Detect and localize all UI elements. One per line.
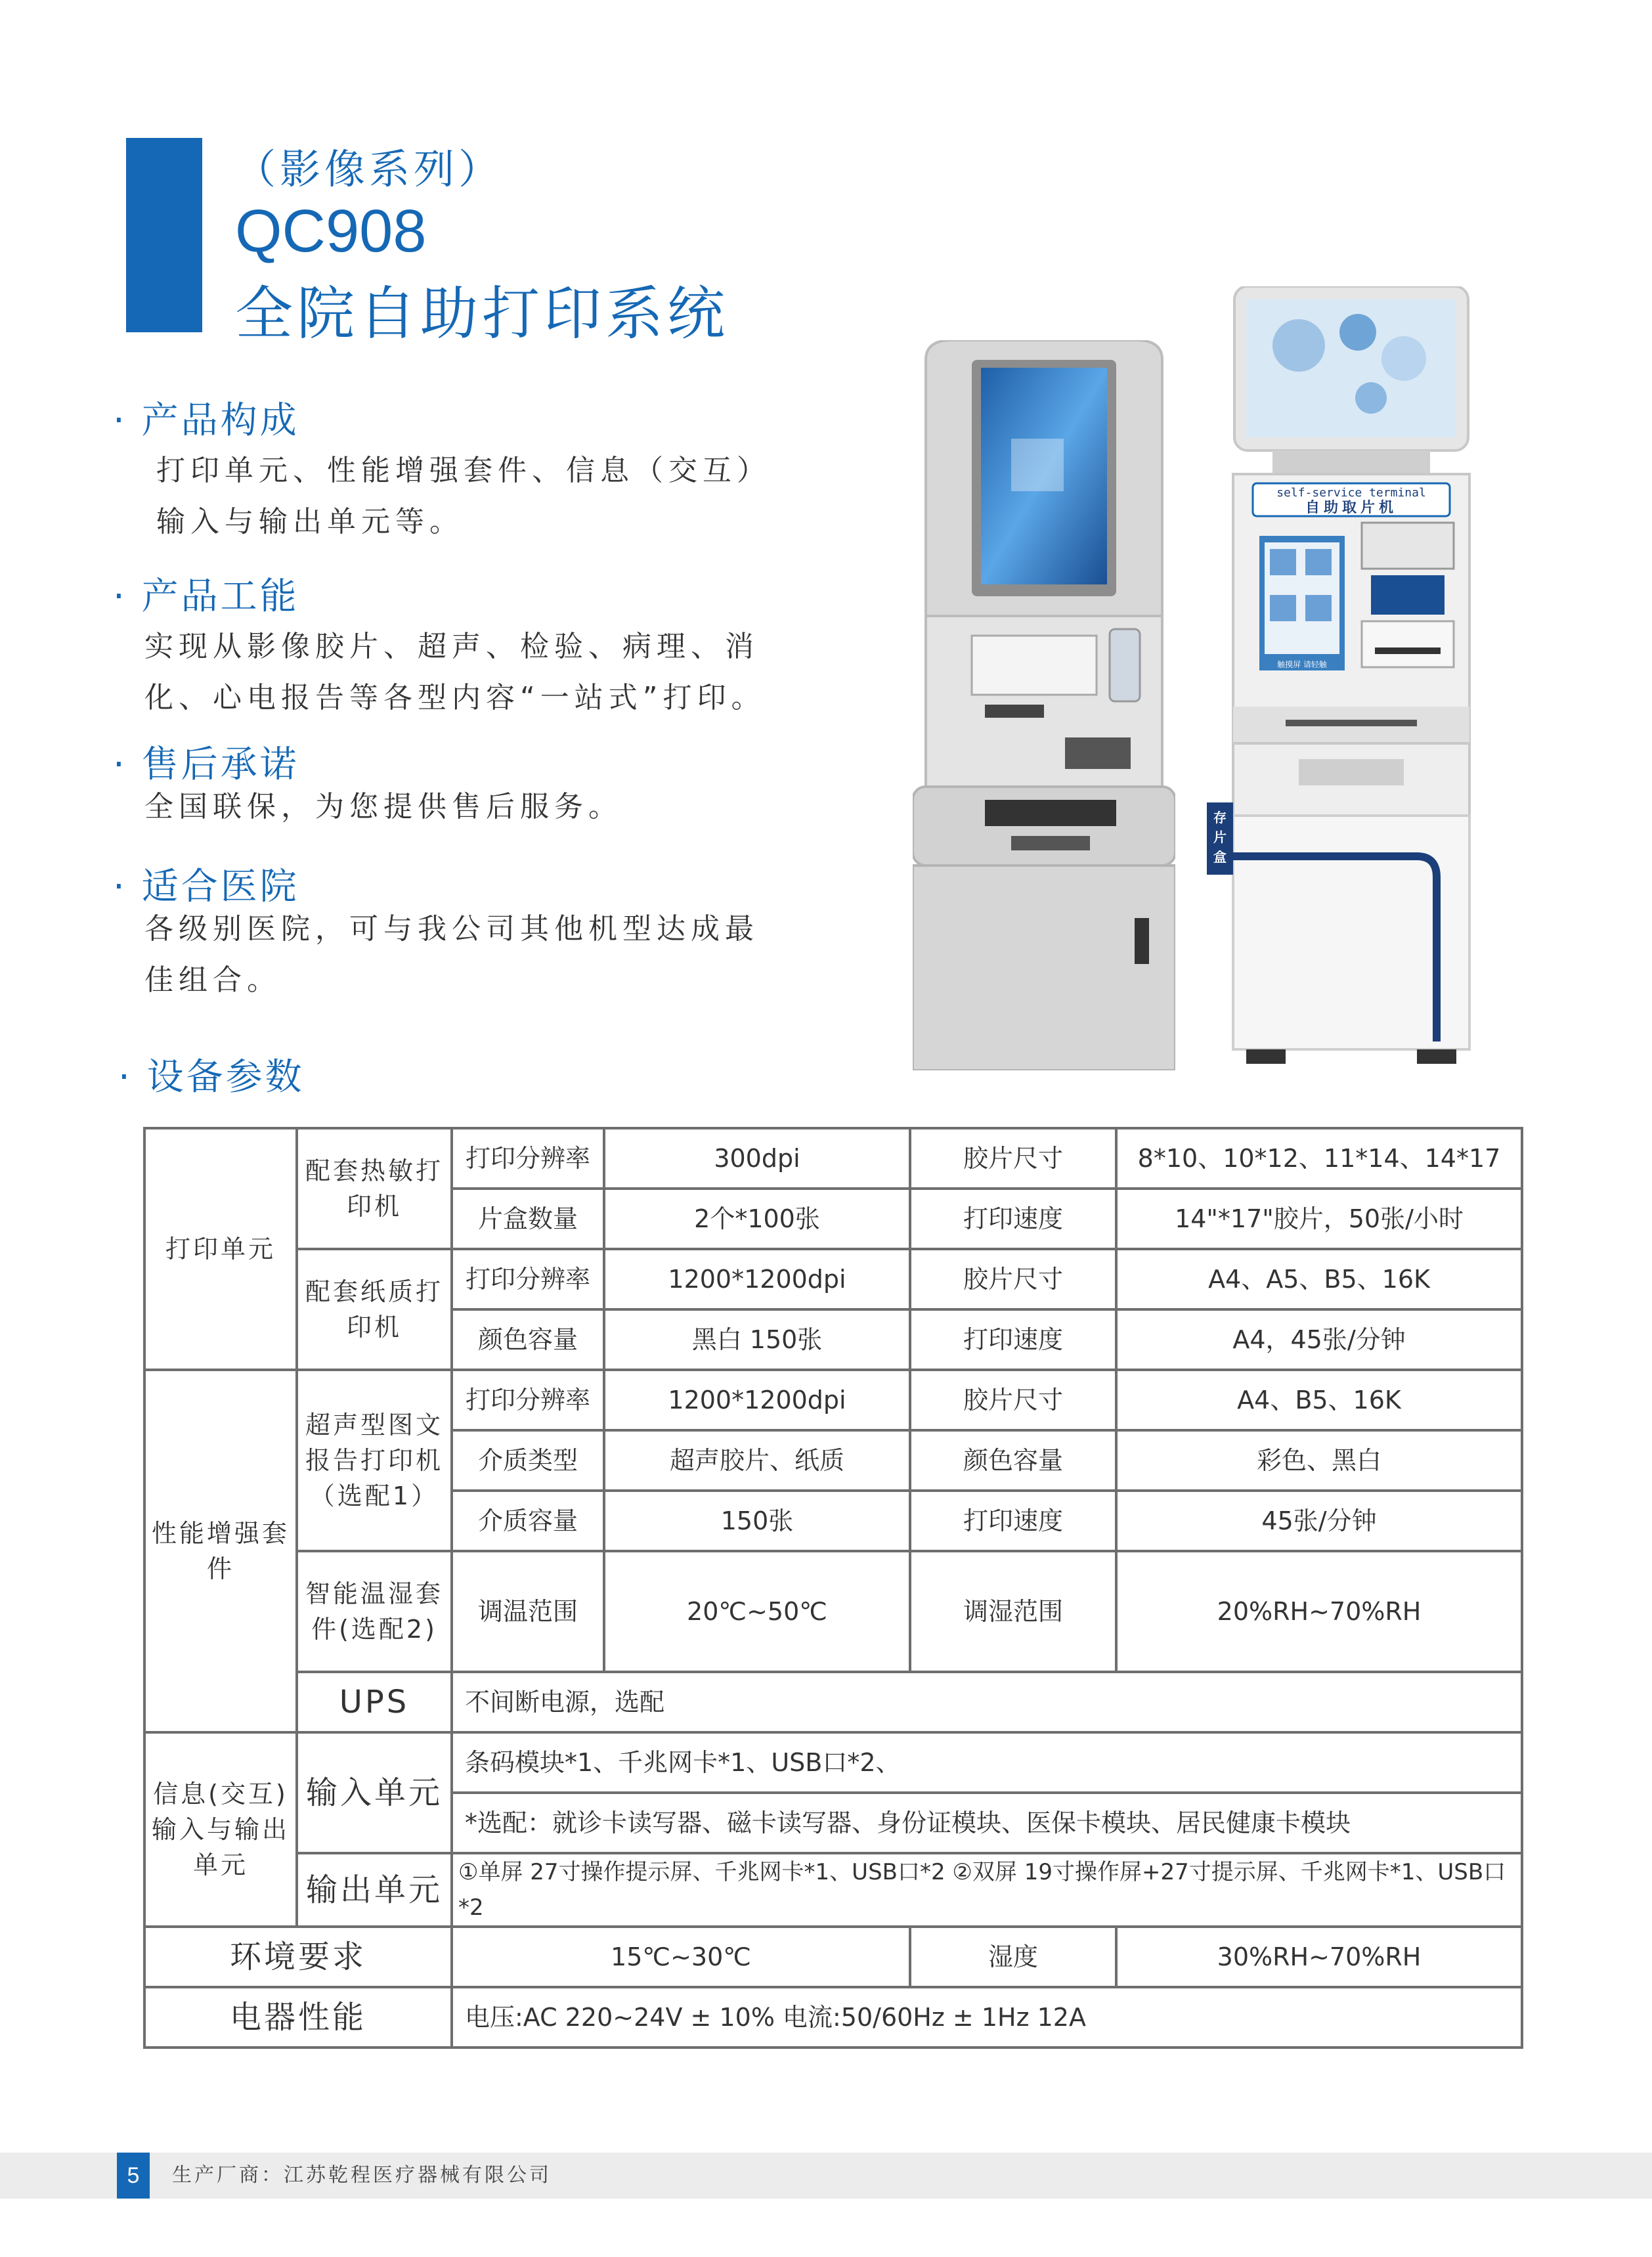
- table-row: 智能温湿套件(选配2) 调温范围 20℃~50℃ 调湿范围 20%RH~70%RH: [144, 1551, 1522, 1672]
- table-row: 输出单元 ①单屏 27寸操作提示屏、千兆网卡*1、USB口*2 ②双屏 19寸操作屏+27寸提示屏、千兆网卡*1、USB口*2: [144, 1853, 1522, 1927]
- spec-table: [143, 1127, 1523, 2049]
- table-row: 配套纸质打印机 打印分辨率 1200*1200dpi 胶片尺寸 A4、A5、B5、16K: [144, 1249, 1522, 1309]
- section-body-service: 全国联保，为您提供售后服务。: [144, 790, 622, 823]
- table-row: 信息(交互)输入与输出单元 输入单元 条码模块*1、千兆网卡*1、USB口*2、: [144, 1732, 1522, 1793]
- sub-input-unit: 输入单元: [297, 1732, 452, 1853]
- title-accent-bar: [126, 138, 202, 332]
- model-number: QC908: [235, 198, 427, 265]
- sub-humidity-kit: 智能温湿套件(选配2): [297, 1551, 452, 1672]
- cat-enhancement-kit: 性能增强套件: [144, 1370, 297, 1732]
- env-label: 环境要求: [144, 1927, 452, 1987]
- section-body-hospitals: 各级别医院，可与我公司其他机型达成最 佳组合。: [144, 912, 759, 997]
- sub-ultrasound-printer: 超声型图文报告打印机（选配1）: [297, 1370, 452, 1551]
- cat-print-unit: 打印单元: [144, 1128, 297, 1370]
- kiosk-sign-cn: 自助取片机: [1305, 500, 1398, 516]
- section-heading-service: · 售后承诺: [113, 743, 299, 786]
- sub-output-unit: 输出单元: [297, 1853, 452, 1927]
- table-row: 介质类型 超声胶片、纸质 颜色容量 彩色、黑白: [144, 1430, 1522, 1491]
- manufacturer: 生产厂商：江苏乾程医疗器械有限公司: [172, 2164, 552, 2187]
- table-row: 打印单元 配套热敏打印机 打印分辨率 300dpi 胶片尺寸 8*10、10*12、11*14、14*17: [144, 1128, 1522, 1189]
- kiosk-sign-en: self-service terminal: [1276, 486, 1426, 500]
- section-heading-function: · 产品工能: [113, 575, 299, 618]
- table-row: UPS 不间断电源，选配: [144, 1672, 1522, 1732]
- elec-label: 电器性能: [144, 1987, 452, 2048]
- sub-paper-printer: 配套纸质打印机: [297, 1249, 452, 1370]
- kiosk-image-right: [1207, 286, 1496, 1066]
- section-body-composition: 打印单元、性能增强套件、信息（交互） 输入与输出单元等。: [156, 454, 771, 538]
- table-row: 片盒数量 2个*100张 打印速度 14"*17"胶片，50张/小时: [144, 1189, 1522, 1249]
- kiosk-image-left: [913, 340, 1175, 1070]
- svg-text:盒: 盒: [1213, 849, 1227, 865]
- cat-io-unit: 信息(交互)输入与输出单元: [144, 1732, 297, 1927]
- svg-text:片: 片: [1213, 829, 1227, 845]
- table-row: 性能增强套件 超声型图文报告打印机（选配1） 打印分辨率 1200*1200dpi 胶片尺寸 A4、B5、16K: [144, 1370, 1522, 1430]
- page-number: 5: [117, 2153, 150, 2199]
- table-row: 环境要求 15℃~30℃ 湿度 30%RH~70%RH: [144, 1927, 1522, 1987]
- series-label: （影像系列）: [235, 145, 504, 193]
- table-row: 介质容量 150张 打印速度 45张/分钟: [144, 1491, 1522, 1551]
- sub-ups: UPS: [297, 1672, 452, 1732]
- section-body-function: 实现从影像胶片、超声、检验、病理、消 化、心电报告等各型内容“一站式”打印。: [144, 630, 766, 714]
- section-heading-composition: · 产品构成: [113, 399, 299, 442]
- kiosk-touch-hint: 触摸屏 请轻触: [1277, 660, 1327, 669]
- table-row: 电器性能 电压:AC 220~24V ± 10% 电流:50/60Hz ± 1Hz 12A: [144, 1987, 1522, 2048]
- params-heading: · 设备参数: [118, 1056, 305, 1099]
- product-title: 全院自助打印系统: [235, 280, 729, 347]
- table-row: 颜色容量 黑白 150张 打印速度 A4，45张/分钟: [144, 1309, 1522, 1370]
- sub-thermal-printer: 配套热敏打印机: [297, 1128, 452, 1249]
- section-heading-hospitals: · 适合医院: [113, 866, 299, 908]
- kiosk-box-label: 存: [1213, 810, 1227, 825]
- table-row: *选配：就诊卡读写器、磁卡读写器、身份证模块、医保卡模块、居民健康卡模块: [144, 1793, 1522, 1853]
